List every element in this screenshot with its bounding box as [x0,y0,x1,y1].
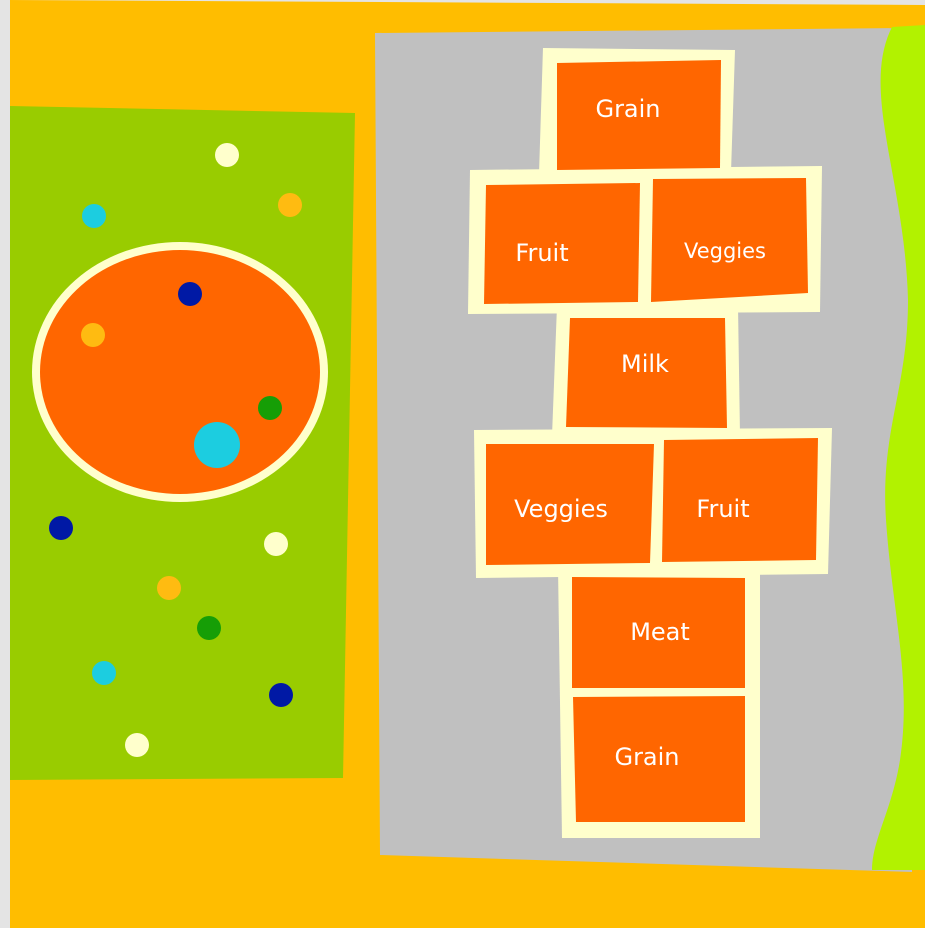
tile-label: Meat [630,618,690,646]
dot-orange[interactable] [278,193,302,217]
dot-navy[interactable] [49,516,73,540]
tile-label: Veggies [514,495,608,523]
tile-veggies-left[interactable] [486,444,654,565]
dot-orange[interactable] [81,323,105,347]
tile-milk[interactable] [566,318,727,428]
dot-cyan[interactable] [92,661,116,685]
tile-label: Fruit [515,239,569,267]
tile-label: Fruit [696,495,750,523]
dot-navy[interactable] [178,282,202,306]
tile-meat[interactable] [572,577,745,688]
tile-grain-bottom[interactable] [573,696,745,822]
dot-white[interactable] [264,532,288,556]
dot-navy[interactable] [269,683,293,707]
tile-label: Milk [621,350,669,378]
tile-fruit-right[interactable] [662,438,818,562]
tile-label: Veggies [683,239,767,263]
tile-label: Grain [595,95,661,123]
dot-green[interactable] [258,396,282,420]
dot-white[interactable] [215,143,239,167]
dot-white[interactable] [125,733,149,757]
trampoline-pad [40,250,320,494]
tile-label: Grain [614,743,680,771]
dot-cyan[interactable] [82,204,106,228]
dot-orange[interactable] [157,576,181,600]
tile-veggies-right[interactable] [651,178,808,302]
dot-green[interactable] [197,616,221,640]
dot-cyan-large[interactable] [194,422,240,468]
tile-grain-top[interactable] [557,60,721,170]
tile-fruit-left[interactable] [484,183,640,304]
